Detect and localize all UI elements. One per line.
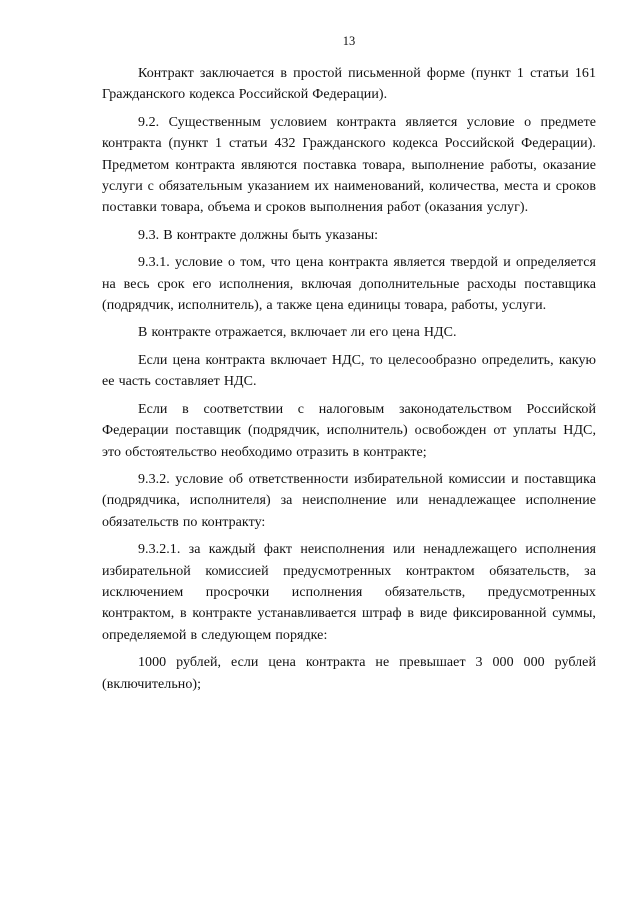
paragraph-fine-1000: 1000 рублей, если цена контракта не превышает 3 000 000 рублей (включительно); <box>102 655 596 692</box>
paragraph-9-2: 9.2. Существенным условием контракта является условие о предмете контракта (пункт 1 статьи 432 Гражданского кодекса Российской Федерации). Предметом контракта являются поставка товара, выполнение работы, оказание услуги с обязательным указанием их наименований, количества, места и сроков поставки товара, объема и сроков выполнения работ (оказания услуг). <box>102 114 596 216</box>
paragraph-vat-exempt: Если в соответствии с налоговым законодательством Российской Федерации поставщик (подрядчик, исполнитель) освобожден от уплаты НДС, это обстоятельство необходимо отразить в контракте; <box>102 401 596 460</box>
paragraph-9-3-2-1: 9.3.2.1. за каждый факт неисполнения или ненадлежащего исполнения избирательной комиссией предусмотренных контрактом обязательств, за исключением просрочки исполнения обязательств, предусмотренных контрактом, в контракте устанавливается штраф в виде фиксированной суммы, определяемой в следующем порядке: <box>102 542 596 643</box>
paragraph-9-3-1: 9.3.1. условие о том, что цена контракта является твердой и определяется на весь срок его исполнения, включая дополнительные расходы поставщика (подрядчик, исполнитель), а также цена единицы товара, работы, услуги. <box>102 255 596 314</box>
paragraph-vat-share: Если цена контракта включает НДС, то целесообразно определить, какую ее часть составляет НДС. <box>102 352 596 390</box>
paragraph-vat-included: В контракте отражается, включает ли его цена НДС. <box>138 325 457 341</box>
page-number: 13 <box>342 34 356 48</box>
paragraph-9-3-2: 9.3.2. условие об ответственности избирательной комиссии и поставщика (подрядчика, исполнителя) за неисполнение или ненадлежащее исполнение обязательств по контракту: <box>102 471 596 530</box>
paragraph-contract-form: Контракт заключается в простой письменной форме (пункт 1 статьи 161 Гражданского кодекса Российской Федерации). <box>102 66 596 103</box>
paragraph-9-3: 9.3. В контракте должны быть указаны: <box>138 227 379 243</box>
